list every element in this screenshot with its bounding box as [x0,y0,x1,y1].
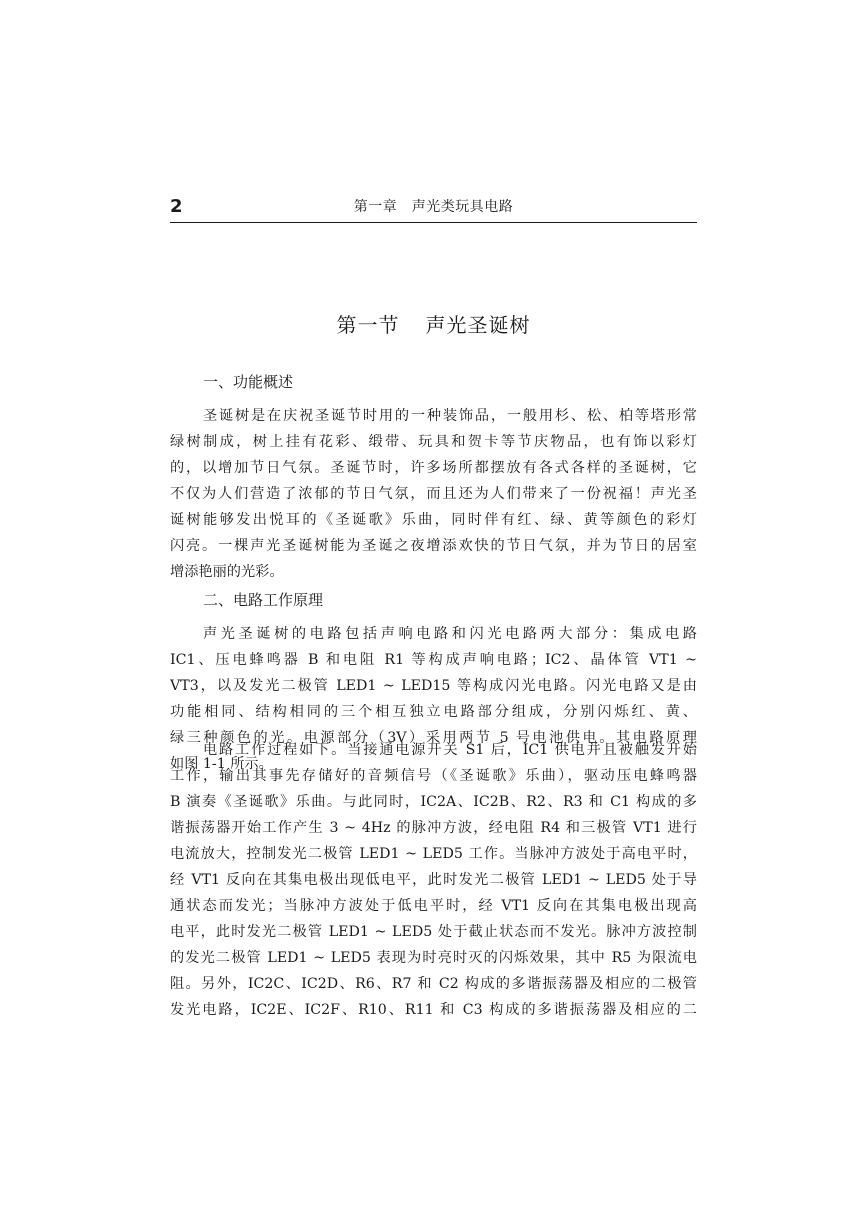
section-name: 声光圣诞树 [425,313,531,337]
text-line: 电流放大，控制发光二极管 LED1 ~ LED5 工作。当脉冲方波处于高电平时， [170,846,697,862]
text-line: 谐振荡器开始工作产生 3 ~ 4Hz 的脉冲方波，经电阻 R4 和三极管 VT1 进行 [170,820,697,836]
text-line: 阻。另外，IC2C、IC2D、R6、R7 和 C2 构成的多谐振荡器及相应的二极管 [170,976,697,992]
text-line: 工作，输出其事先存储好的音频信号（《圣诞歌》乐曲），驱动压电蜂鸣器 [170,768,697,784]
subsection-heading-principle: 二、电路工作原理 [203,591,324,609]
paragraph-overview [170,403,697,585]
text-line: 经 VT1 反向在其集电极出现低电平，此时发光二极管 LED1 ~ LED5 处于导 [170,872,697,888]
text-line: VT3，以及发光二极管 LED1 ~ LED15 等构成闪光电路。闪光电路又是由 [170,678,697,694]
text-line: 圣诞树是在庆祝圣诞节时用的一种装饰品，一般用杉、松、柏等塔形常 [203,408,697,424]
text-line: 不仅为人们营造了浓郁的节日气氛，而且还为人们带来了一份祝福！声光圣 [170,486,697,502]
text-line: 增添艳丽的光彩。 [170,564,284,580]
paragraph-working-process [170,737,697,1023]
running-header [170,196,697,223]
chapter-title: 第一章 声光类玩具电路 [353,199,514,215]
text-line: 发光电路，IC2E、IC2F、R10、R11 和 C3 构成的多谐振荡器及相应的二 [170,1002,697,1018]
text-line: 的，以增加节日气氛。圣诞节时，许多场所都摆放有各式各样的圣诞树，它 [170,460,697,476]
text-line: 如图 1-1 所示。 [170,756,273,772]
text-line: IC1、压电蜂鸣器 B 和电阻 R1 等构成声响电路；IC2、晶体管 VT1 ~ [170,652,697,668]
text-line: 声光圣诞树的电路包括声响电路和闪光电路两大部分：集成电路 [203,626,697,642]
text-line: 电平，此时发光二极管 LED1 ~ LED5 处于截止状态而不发光。脉冲方波控制 [170,924,697,940]
subsection-heading-overview: 一、功能概述 [203,373,294,391]
text-line: 功能相同、结构相同的三个相互独立电路部分组成，分别闪烁红、黄、 [170,704,697,720]
section-title [170,311,697,339]
text-line: 诞树能够发出悦耳的《圣诞歌》乐曲，同时伴有红、绿、黄等颜色的彩灯 [170,512,697,528]
text-line: B 演奏《圣诞歌》乐曲。与此同时，IC2A、IC2B、R2、R3 和 C1 构成的多 [170,794,697,810]
text-line: 闪亮。一棵声光圣诞树能为圣诞之夜增添欢快的节日气氛，并为节日的居室 [170,538,697,554]
page-number: 2 [170,196,183,217]
text-line: 电路工作过程如下。当接通电源开关 S1 后，IC1 供电并且被触发开始 [203,742,697,758]
text-line: 绿三种颜色的光。电源部分（3V）采用两节 5 号电池供电。其电路原理 [170,730,697,746]
section-number: 第一节 [336,313,400,337]
text-line: 通状态而发光；当脉冲方波处于低电平时，经 VT1 反向在其集电极出现高 [170,898,697,914]
text-line: 的发光二极管 LED1 ~ LED5 表现为时亮时灭的闪烁效果，其中 R5 为限流电 [170,950,697,966]
text-line: 绿树制成，树上挂有花彩、缎带、玩具和贺卡等节庆物品，也有饰以彩灯 [170,434,697,450]
